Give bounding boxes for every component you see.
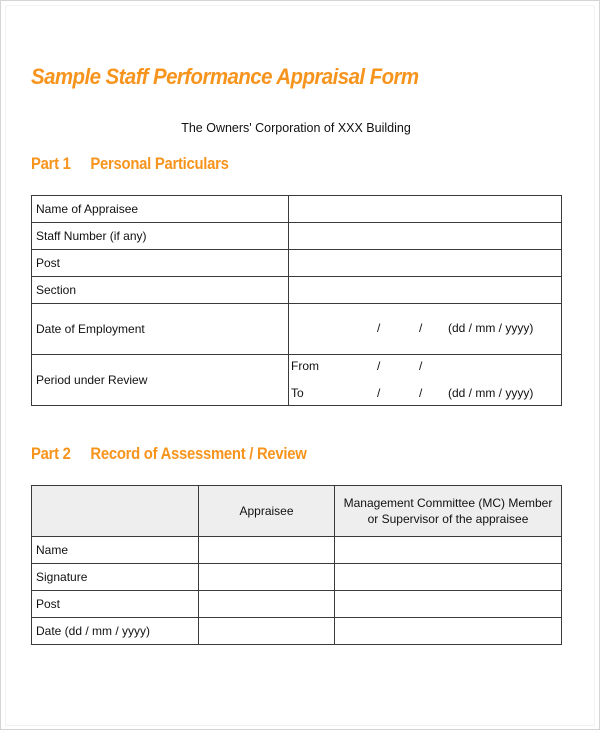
part1-heading xyxy=(31,155,229,174)
table-row xyxy=(32,355,562,406)
table-row xyxy=(32,250,562,277)
supervisor-signature-field[interactable] xyxy=(335,564,562,591)
appraisee-date-field[interactable] xyxy=(199,618,335,645)
date-format-hint: (dd / mm / yyyy) xyxy=(448,386,534,400)
row-label: Date of Employment xyxy=(32,304,289,355)
appraisee-post-field[interactable] xyxy=(199,591,335,618)
date-separator: / xyxy=(377,359,381,373)
period-under-review-field[interactable] xyxy=(289,355,562,406)
section-field[interactable] xyxy=(289,277,562,304)
post-field[interactable] xyxy=(289,250,562,277)
staff-number-field[interactable] xyxy=(289,223,562,250)
table-header-row xyxy=(32,486,562,537)
date-separator: / xyxy=(377,386,381,400)
table-row xyxy=(32,618,562,645)
column-header-appraisee: Appraisee xyxy=(199,486,335,537)
table-row xyxy=(32,591,562,618)
row-label: Post xyxy=(32,591,199,618)
date-separator: / xyxy=(419,321,423,335)
row-label: Section xyxy=(32,277,289,304)
date-of-employment-field[interactable] xyxy=(289,304,562,355)
appraisee-name-field[interactable] xyxy=(199,537,335,564)
table-row xyxy=(32,277,562,304)
date-separator: / xyxy=(419,386,423,400)
part2-number: Part 2 xyxy=(31,445,71,463)
part1-number: Part 1 xyxy=(31,155,71,173)
supervisor-post-field[interactable] xyxy=(335,591,562,618)
table-row xyxy=(32,537,562,564)
form-title: Sample Staff Performance Appraisal Form xyxy=(31,64,419,89)
row-label: Period under Review xyxy=(32,355,289,406)
assessment-record-table xyxy=(31,485,562,645)
row-label: Staff Number (if any) xyxy=(32,223,289,250)
to-label: To xyxy=(291,386,304,400)
table-row xyxy=(32,564,562,591)
row-label: Name xyxy=(32,537,199,564)
column-header-mc-member xyxy=(335,486,562,537)
date-format-hint: (dd / mm / yyyy) xyxy=(448,321,534,335)
form-subtitle: The Owners' Corporation of XXX Building xyxy=(181,121,411,135)
part2-heading xyxy=(31,445,307,464)
row-label: Post xyxy=(32,250,289,277)
table-row xyxy=(32,304,562,355)
column-header-blank xyxy=(32,486,199,537)
table-row xyxy=(32,223,562,250)
date-separator: / xyxy=(377,321,381,335)
row-label: Name of Appraisee xyxy=(32,196,289,223)
appraisee-signature-field[interactable] xyxy=(199,564,335,591)
part1-title: Personal Particulars xyxy=(90,155,229,173)
supervisor-name-field[interactable] xyxy=(335,537,562,564)
supervisor-date-field[interactable] xyxy=(335,618,562,645)
table-row xyxy=(32,196,562,223)
part2-title: Record of Assessment / Review xyxy=(90,445,307,463)
header-line: or Supervisor of the appraisee xyxy=(367,512,529,526)
from-label: From xyxy=(291,359,319,373)
name-of-appraisee-field[interactable] xyxy=(289,196,562,223)
row-label: Date (dd / mm / yyyy) xyxy=(32,618,199,645)
personal-particulars-table xyxy=(31,195,562,406)
header-line: Management Committee (MC) Member xyxy=(343,496,553,510)
row-label: Signature xyxy=(32,564,199,591)
date-separator: / xyxy=(419,359,423,373)
